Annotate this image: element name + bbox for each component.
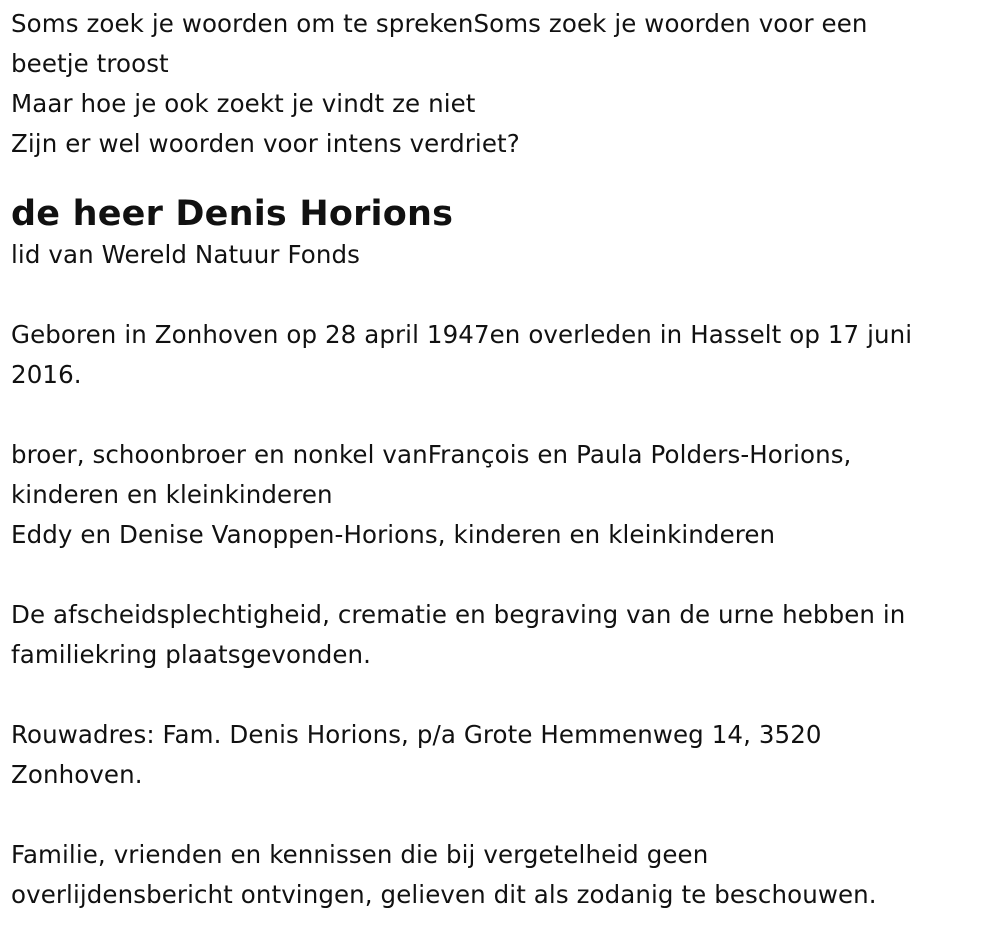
poem-line-2: beetje troost — [11, 49, 169, 78]
birth-death-line-2: 2016. — [11, 360, 82, 389]
spacer — [11, 675, 980, 715]
ceremony — [11, 595, 980, 675]
family-line-1: broer, schoonbroer en nonkel vanFrançois en Paula Polders-Horions, — [11, 440, 852, 469]
poem-line-3: Maar hoe je ook zoekt je vindt ze niet — [11, 89, 476, 118]
birth-death-line-1: Geboren in Zonhoven op 28 april 1947en overleden in Hasselt op 17 juni — [11, 320, 913, 349]
spacer — [11, 395, 980, 435]
membership: lid van Wereld Natuur Fonds — [11, 240, 361, 269]
notice-line-2: overlijdensbericht ontvingen, gelieven dit als zodanig te beschouwen. — [11, 880, 877, 909]
family-line-3: Eddy en Denise Vanoppen-Horions, kinderen en kleinkinderen — [11, 520, 776, 549]
poem-line-1: Soms zoek je woorden om te sprekenSoms zoek je woorden voor een — [11, 9, 868, 38]
deceased-name: de heer Denis Horions — [11, 194, 454, 234]
mourning-address — [11, 715, 980, 795]
ceremony-line-1: De afscheidsplechtigheid, crematie en begraving van de urne hebben in — [11, 600, 906, 629]
notice — [11, 835, 980, 915]
address-line-1: Rouwadres: Fam. Denis Horions, p/a Grote Hemmenweg 14, 3520 — [11, 720, 822, 749]
poem — [11, 4, 980, 164]
family-line-2: kinderen en kleinkinderen — [11, 480, 333, 509]
family — [11, 435, 980, 555]
poem-line-4: Zijn er wel woorden voor intens verdriet? — [11, 129, 520, 158]
ceremony-line-2: familiekring plaatsgevonden. — [11, 640, 372, 669]
spacer — [11, 795, 980, 835]
spacer — [11, 555, 980, 595]
notice-line-1: Familie, vrienden en kennissen die bij vergetelheid geen — [11, 840, 709, 869]
spacer — [11, 275, 980, 315]
address-line-2: Zonhoven. — [11, 760, 143, 789]
birth-death — [11, 315, 980, 395]
